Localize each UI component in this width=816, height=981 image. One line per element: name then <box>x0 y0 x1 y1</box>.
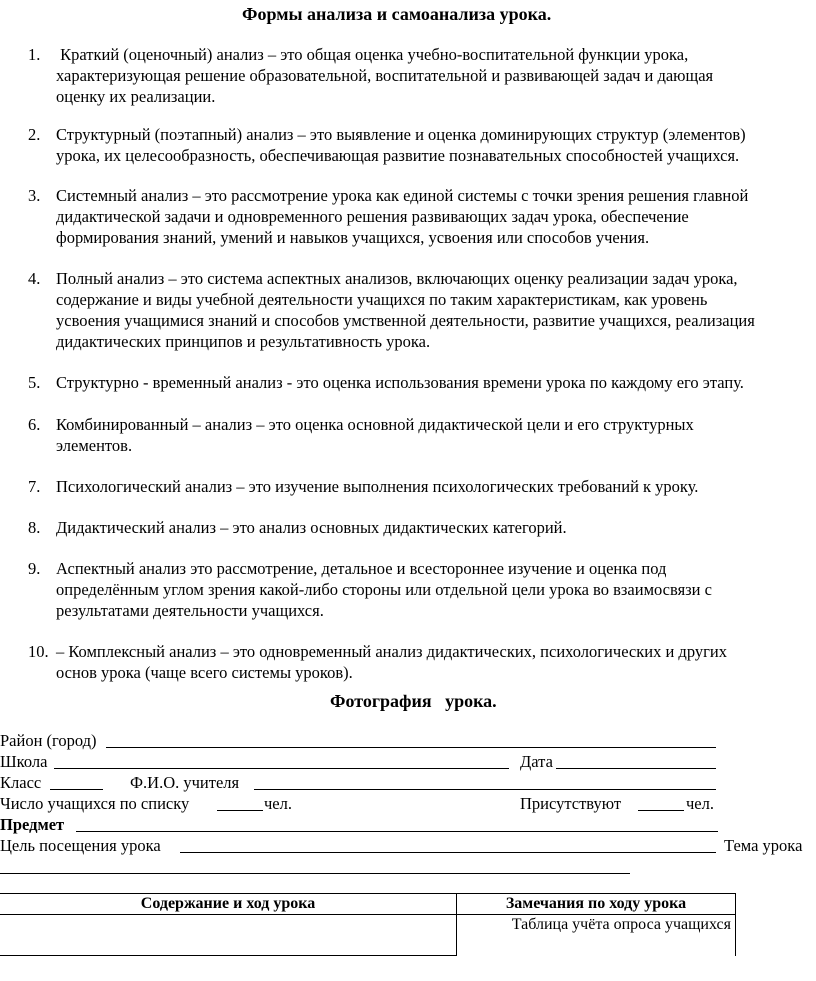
list-item-line: определённым углом зрения какой-либо стороны или отдельной цели урока во взаимосвязи с <box>56 580 712 599</box>
school-label: Школа <box>0 752 48 771</box>
present-label: Присутствуют <box>520 794 622 813</box>
table-row <box>0 915 736 956</box>
list-item-line: оценку их реализации. <box>56 87 216 106</box>
list-item-line: Дидактический анализ – это анализ основных дидактических категорий. <box>56 518 567 537</box>
district-field[interactable] <box>106 747 716 748</box>
school-field[interactable] <box>54 768 509 769</box>
list-item-line: дидактической задачи и одновременного решения развивающих задач урока, обеспечение <box>56 207 689 226</box>
list-item-line: Аспектный анализ это рассмотрение, детальное и всестороннее изучение и оценка под <box>56 559 667 578</box>
list-item-number: 10. <box>28 642 49 661</box>
list-item-line: результатами деятельности учащихся. <box>56 601 324 620</box>
table-header-notes: Замечания по ходу урока <box>457 894 736 915</box>
page-title: Формы анализа и самоанализа урока. <box>242 4 552 24</box>
district-label: Район (город) <box>0 731 97 750</box>
list-item-number: 2. <box>28 125 41 144</box>
class-label: Класс <box>0 773 42 792</box>
list-item-line: Системный анализ – это рассмотрение урока как единой системы с точки зрения решения главной <box>56 186 749 205</box>
list-item-number: 5. <box>28 373 41 392</box>
list-item-line: усвоения учащимися знаний и способов умственной деятельности, развитие учащихся, реализация <box>56 311 755 330</box>
students-count-field[interactable] <box>217 810 263 811</box>
list-item-line: Структурный (поэтапный) анализ – это выявление и оценка доминирующих структур (элементов) <box>56 125 746 144</box>
list-item-line: – Комплексный анализ – это одновременный анализ дидактических, психологических и других <box>56 642 727 661</box>
date-field[interactable] <box>556 768 716 769</box>
class-field[interactable] <box>50 789 103 790</box>
lesson-table <box>0 893 736 956</box>
topic-field[interactable] <box>0 873 630 874</box>
list-item-line: Комбинированный – анализ – это оценка основной дидактической цели и его структурных <box>56 415 694 434</box>
list-item-line: урока, их целесообразность, обеспечивающая развитие познавательных способностей учащихся. <box>56 146 740 165</box>
list-item-number: 6. <box>28 415 41 434</box>
present-field[interactable] <box>638 810 684 811</box>
list-item-line: Полный анализ – это система аспектных анализов, включающих оценку реализации задач урока, <box>56 269 738 288</box>
list-item-line: Краткий (оценочный) анализ – это общая оценка учебно-воспитательной функции урока, <box>56 45 689 64</box>
students-count-label: Число учащихся по списку <box>0 794 190 813</box>
date-label: Дата <box>520 752 553 771</box>
teacher-label: Ф.И.О. учителя <box>130 773 240 792</box>
list-item-number: 8. <box>28 518 41 537</box>
unit-label-2: чел. <box>686 794 714 813</box>
teacher-field[interactable] <box>254 789 716 790</box>
list-item-number: 4. <box>28 269 41 288</box>
table-cell-content[interactable] <box>0 915 457 956</box>
unit-label-1: чел. <box>264 794 292 813</box>
photo-title: Фотография урока. <box>330 691 497 711</box>
purpose-field[interactable] <box>180 852 716 853</box>
subject-label: Предмет <box>0 815 65 834</box>
list-item-line: Структурно - временный анализ - это оценка использования времени урока по каждому его этапу. <box>56 373 744 392</box>
list-item-line: Психологический анализ – это изучение выполнения психологических требований к уроку. <box>56 477 699 496</box>
list-item-line: формирования знаний, умений и навыков учащихся, усвоения или способов учения. <box>56 228 650 247</box>
list-item-line: дидактических принципов и результативность урока. <box>56 332 431 351</box>
list-item-line: основ урока (чаще всего системы уроков). <box>56 663 353 682</box>
list-item-number: 1. <box>28 45 41 64</box>
table-cell-notes[interactable]: Таблица учёта опроса учащихся <box>457 915 736 956</box>
subject-field[interactable] <box>76 831 718 832</box>
list-item-number: 7. <box>28 477 41 496</box>
list-item-line: элементов. <box>56 436 133 455</box>
purpose-label: Цель посещения урока <box>0 836 161 855</box>
list-item-number: 9. <box>28 559 41 578</box>
table-header-content: Содержание и ход урока <box>0 894 457 915</box>
topic-label: Тема урока <box>724 836 803 855</box>
table-header-row <box>0 894 736 915</box>
list-item-line: характеризующая решение образовательной, воспитательной и развивающей задач и дающая <box>56 66 714 85</box>
list-item-number: 3. <box>28 186 41 205</box>
list-item-line: содержание и виды учебной деятельности учащихся по таким характеристикам, как уровень <box>56 290 708 309</box>
